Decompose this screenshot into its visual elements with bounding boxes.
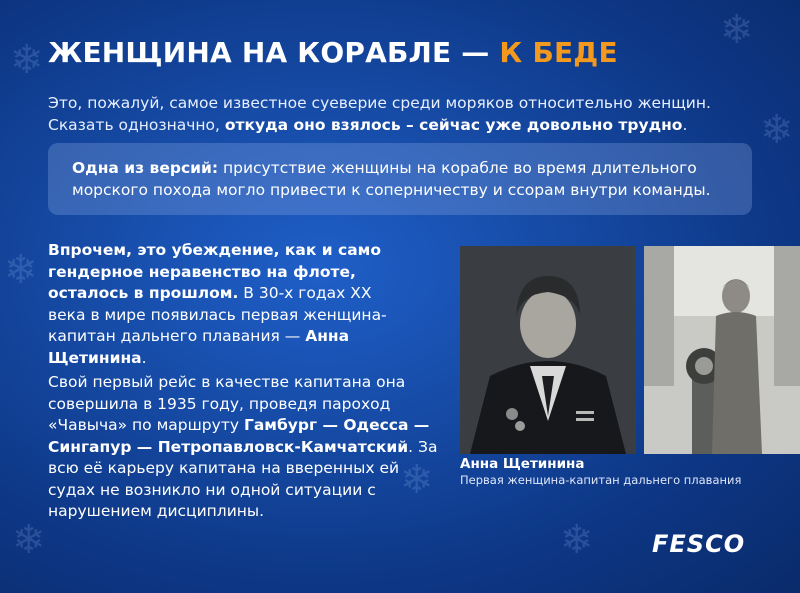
voyage-text2: . За всю её карьеру капитана на вверенных ей судах не возникло ни одной ситуации с нарушением дисциплины. [48,437,438,520]
snowflake-icon: ❄ [560,517,594,563]
voyage-route: Гамбург — Одесса — Сингапур — Петропавловск-Камчатский [48,416,430,456]
snowflake-icon: ❄ [760,107,794,153]
title-main: ЖЕНЩИНА НА КОРАБЛЕ — [48,36,500,69]
snowflake-icon: ❄ [10,37,44,83]
caption-subtitle: Первая женщина-капитан дальнего плавания [460,473,742,487]
history-end: . [141,348,147,367]
ship-photo [644,246,800,454]
snowflake-icon: ❄ [400,457,434,503]
voyage-text1: Свой первый рейс в качестве капитана она совершила в 1935 году, проведя пароход «Чавыча» по маршруту [48,373,406,434]
portrait-illustration [460,246,636,454]
fesco-logo [650,528,760,566]
svg-text:FESCO: FESCO [652,530,746,558]
ship-bridge-illustration [644,246,800,454]
history-bold: Впрочем, это убеждение, как и само гендерное неравенство на флоте, осталось в прошлом. [48,241,381,302]
portrait-photo [460,246,636,454]
version-label: Одна из версий: [72,159,219,177]
voyage-paragraph [48,372,448,523]
snowflake-icon: ❄ [720,7,754,53]
version-callout [48,143,752,215]
history-text: В 30-х годах XX века в мире появилась первая женщина-капитан дальнего плавания — [48,284,387,345]
version-body: присутствие женщины на корабле во время длительного морского похода могло привести к соперничеству и ссорам внутри команды. [72,159,711,199]
title-accent: К БЕДЕ [499,36,618,69]
history-name: Анна Щетинина [48,327,350,367]
caption-name: Анна Щетинина [460,456,585,472]
intro-line2-end: . [682,116,688,134]
snowflake-icon: ❄ [12,517,46,563]
page-title [48,36,618,69]
intro-text [48,92,748,136]
intro-line1: Это, пожалуй, самое известное суеверие среди моряков относительно женщин. [48,94,711,112]
logo-mark [650,528,760,560]
version-text [72,157,742,201]
intro-line2: Сказать однозначно, [48,116,225,134]
history-paragraph [48,240,408,369]
intro-line2-bold: откуда оно взялось – сейчас уже довольно трудно [224,116,683,134]
snowflake-icon: ❄ [4,247,38,293]
